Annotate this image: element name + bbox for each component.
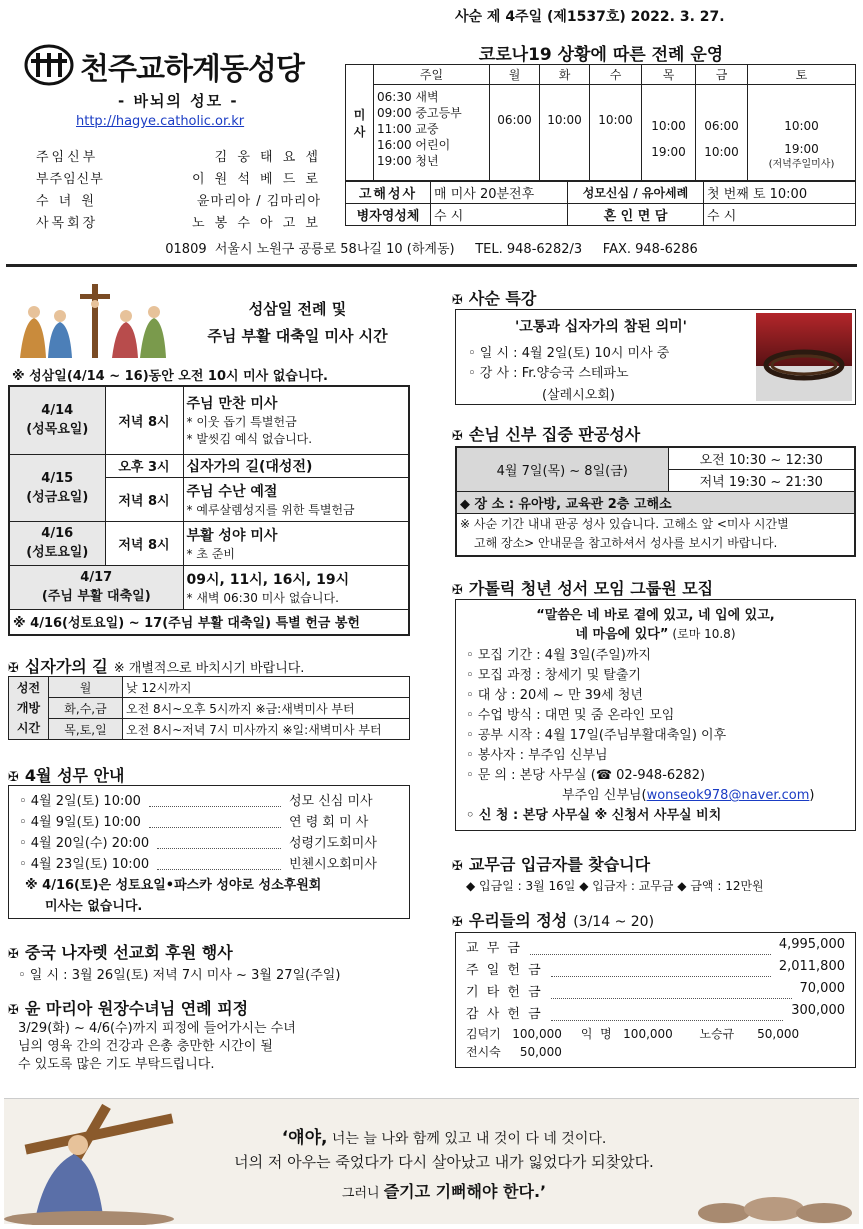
section-marker-icon: ✠ <box>8 1003 19 1018</box>
footer-line-2: 너의 저 아우는 죽었다가 다시 살아났고 내가 잃었다가 되찾았다. <box>234 1153 654 1171</box>
day-header: 금 <box>696 65 748 85</box>
header-divider <box>6 264 857 267</box>
sister-body: 3/29(화) ~ 4/6(수)까지 피정에 들어가시는 수녀 님의 영육 간의 건강과 은총 충만한 시간이 될 수 있도록 많은 기도 부탁드립니다. <box>18 1021 296 1072</box>
easter-illustration <box>12 282 172 358</box>
stations-time: 낮 12시까지 <box>123 677 410 698</box>
lecture-speaker: ◦ 강 사 : Fr.양승국 스테파노 <box>468 366 629 381</box>
confession-note: ※ 사순 기간 내내 판공 성사 있습니다. 고해소 앞 <미사 시간별 고해 장소> 안내문을 참고하셔서 성사를 보시기 바랍니다. <box>456 514 855 556</box>
baptism-value: 첫 번째 토 10:00 <box>704 182 856 204</box>
patron-name: - 바뇌의 성모 - <box>118 92 239 110</box>
monday-time: 06:00 <box>490 85 540 181</box>
issue-line: 사순 제 4주일 (제1537호) 2022. 3. 27. <box>455 9 725 25</box>
staff-name: 이 원 석 베 드 로 <box>191 172 321 187</box>
offering-donors-2: 전시숙 50,000 <box>466 1045 562 1059</box>
triduum-event: 주님 만찬 미사 * 이웃 돕기 특별헌금 * 발씻김 예식 없습니다. <box>183 386 409 454</box>
april-item: ◦ 4월 20일(수) 20:00 성령기도회미사 <box>19 832 399 853</box>
fee-body: ◆ 입금일 : 3월 16일 ◆ 입금자 : 교무금 ◆ 금액 : 12만원 <box>466 879 764 893</box>
footer-line-3: 그러니 즐기고 기뻐해야 한다.’ <box>341 1182 547 1201</box>
triduum-event: 주님 수난 예절 * 예루살렘성지를 위한 특별헌금 <box>183 477 409 521</box>
staff-name: 윤마리아 / 김마리아 <box>196 194 321 209</box>
section-marker-icon: ✠ <box>452 915 463 930</box>
april-note-2: 미사는 없습니다. <box>45 899 143 914</box>
youth-quote: “말씀은 네 바로 곁에 있고, 네 입에 있고, <box>536 608 775 623</box>
lecture-subtitle: '고통과 십자가의 참된 의미' <box>515 319 687 335</box>
triduum-date: 4/15 (성금요일) <box>9 454 105 521</box>
wednesday-time: 10:00 <box>590 85 642 181</box>
triduum-date: 4/16 (성토요일) <box>9 521 105 565</box>
youth-section-title: ✠ 가톨릭 청년 성서 모임 그룹원 모집 <box>452 579 714 598</box>
triduum-note: ※ 성삼일(4/14 ~ 16)동안 오전 10시 미사 없습니다. <box>12 369 328 384</box>
triduum-title-2: 주님 부활 대축일 미사 시간 <box>207 327 388 345</box>
parish-url[interactable]: http://hagye.catholic.or.kr <box>76 114 245 129</box>
day-header: 수 <box>590 65 642 85</box>
youth-box <box>455 599 856 831</box>
stations-day: 월 <box>49 677 123 698</box>
triduum-event: 09시, 11시, 16시, 19시 * 새벽 06:30 미사 없습니다. <box>183 565 409 609</box>
triduum-time: 저녁 8시 <box>105 521 183 565</box>
address-line: 01809 서울시 노원구 공릉로 58나길 10 (하계동) TEL. 948-6282/3 FAX. 948-6286 <box>165 242 698 257</box>
china-section-title: ✠ 중국 나자렛 선교회 후원 행사 <box>8 943 233 962</box>
confession-pm: 저녁 19:30 ~ 21:30 <box>668 470 855 492</box>
april-item: ◦ 4월 23일(토) 10:00 빈첸시오회미사 <box>19 853 399 874</box>
youth-details: ◦ 모집 기간 : 4월 3일(주일)까지 ◦ 모집 과정 : 창세기 및 탈출기 ◦ 대 상 : 20세 ~ 만 39세 청년 ◦ 수업 방식 : 대면 및 줌 온라인 모임 ◦ 공부 시작 : 4월 17일(주님부활대축일) 이후 ◦ 봉사자 : 부주임 신부님 ◦ 문 의 : 본당 사무실 (☎ 02-948-6282) 부주임 신부님(wonseok978@naver.com) ◦ 신 청 : 본당 사무실 ※ 신청서 사무실 비치 <box>466 648 815 823</box>
sister-section-title: ✠ 윤 마리아 원장수녀님 연례 피정 <box>8 999 249 1018</box>
triduum-time: 오후 3시 <box>105 454 183 477</box>
offering-row: 교 무 금 4,995,000 <box>466 937 845 956</box>
stones-icon <box>694 1185 854 1225</box>
lecture-section-title: ✠ 사순 특강 <box>452 289 537 308</box>
april-item: ◦ 4월 9일(토) 10:00 연 령 회 미 사 <box>19 811 399 832</box>
offering-row: 주 일 헌 금 2,011,800 <box>466 959 845 978</box>
saturday-time: 10:00 19:00 (저녁주일미사) <box>748 85 856 181</box>
stations-section-title: ✠ 십자가의 길 ※ 개별적으로 바치시기 바랍니다. <box>8 657 305 676</box>
confession-value: 매 미사 20분전후 <box>431 182 568 204</box>
offering-donors: 김덕기 100,000 익 명 100,000 노승규 50,000 <box>466 1027 800 1041</box>
triduum-date: 4/14 (성목요일) <box>9 386 105 454</box>
triduum-event: 십자가의 길(대성전) <box>183 454 409 477</box>
day-header: 토 <box>748 65 856 85</box>
fee-section-title: ✠ 교무금 입금자를 찾습니다 <box>452 855 651 874</box>
confession-am: 오전 10:30 ~ 12:30 <box>668 447 855 470</box>
offerings-section-title: ✠ 우리들의 정성 (3/14 ~ 20) <box>452 911 655 930</box>
crown-of-thorns-image <box>756 313 852 401</box>
liturgy-title: 코로나19 상황에 따른 전례 운영 <box>478 45 724 65</box>
day-header: 주일 <box>374 65 490 85</box>
sacrament-table <box>345 181 856 226</box>
triduum-date: 4/17 (주님 부활 대축일) <box>9 565 183 609</box>
day-header: 목 <box>642 65 696 85</box>
section-marker-icon: ✠ <box>452 583 463 598</box>
youth-quote-2: 네 마음에 있다” (로마 10.8) <box>575 627 736 642</box>
confession-label: 고해성사 <box>346 182 431 204</box>
section-marker-icon: ✠ <box>8 661 19 676</box>
sick-label: 병자영성체 <box>346 204 431 226</box>
stations-day: 목,토,일 <box>49 719 123 740</box>
thursday-time: 10:00 19:00 <box>642 85 696 181</box>
triduum-title-1: 성삼일 전례 및 <box>248 300 347 318</box>
staff-role: 수 녀 원 <box>36 194 97 209</box>
stations-day: 화,수,금 <box>49 698 123 719</box>
triduum-table <box>8 385 410 636</box>
day-header: 화 <box>540 65 590 85</box>
april-schedule-box <box>8 785 410 919</box>
parish-logo-icon <box>24 44 74 86</box>
stations-table <box>8 676 410 740</box>
friday-time: 06:00 10:00 <box>696 85 748 181</box>
april-note: ※ 4/16(토)은 성토요일•파스카 성야로 성소후원회 <box>25 878 322 893</box>
staff-name: 김 웅 태 요 셉 <box>214 150 321 165</box>
sunday-times: 06:30 새벽 09:00 중고등부 11:00 교중 16:00 어린이 19:00 청년 <box>374 85 490 181</box>
staff-role: 주임신부 <box>36 150 99 165</box>
stations-time: 오전 8시~저녁 7시 미사까지 ※일:새벽미사 부터 <box>123 719 410 740</box>
triduum-time: 저녁 8시 <box>105 386 183 454</box>
footer-banner <box>4 1098 859 1224</box>
confession-table <box>455 446 856 557</box>
section-marker-icon: ✠ <box>452 429 463 444</box>
staff-role: 부주임신부 <box>36 172 104 187</box>
liturgy-table <box>345 64 856 181</box>
confession-place: ◆ 장 소 : 유아방, 교육관 2층 고해소 <box>456 492 855 514</box>
april-item: ◦ 4월 2일(토) 10:00 성모 신심 미사 <box>19 790 399 811</box>
mass-label: 미사 <box>346 65 374 181</box>
marriage-label: 혼 인 면 담 <box>568 204 704 226</box>
crucifixion-icon <box>12 282 172 358</box>
sick-value: 수 시 <box>431 204 568 226</box>
crown-of-thorns-icon <box>756 313 852 401</box>
lecture-org: (살레시오회) <box>542 388 615 403</box>
confession-section-title: ✠ 손님 신부 집중 판공성사 <box>452 425 641 444</box>
staff-name: 노 봉 수 아 고 보 <box>191 216 321 231</box>
tuesday-time: 10:00 <box>540 85 590 181</box>
staff-role: 사목회장 <box>36 216 99 231</box>
parish-logo <box>24 44 74 86</box>
section-marker-icon: ✠ <box>452 293 463 308</box>
stations-time: 오전 8시~오후 5시까지 ※금:새벽미사 부터 <box>123 698 410 719</box>
stations-side-label: 성전 개방 시간 <box>9 677 49 740</box>
triduum-time: 저녁 8시 <box>105 477 183 521</box>
footer-line-1: ‘얘야, 너는 늘 나와 함께 있고 내 것이 다 네 것이다. <box>281 1128 607 1148</box>
youth-email-link[interactable]: wonseok978@naver.com <box>646 788 810 803</box>
triduum-event: 부활 성야 미사 * 초 준비 <box>183 521 409 565</box>
marriage-value: 수 시 <box>704 204 856 226</box>
offering-row: 감 사 헌 금 300,000 <box>466 1003 845 1022</box>
section-marker-icon: ✠ <box>8 947 19 962</box>
cross-bearer-icon <box>4 1099 174 1225</box>
china-body: ◦ 일 시 : 3월 26일(토) 저녁 7시 미사 ~ 3월 27일(주일) <box>18 968 341 983</box>
triduum-footer: ※ 4/16(성토요일) ~ 17(주님 부활 대축일) 특별 헌금 봉헌 <box>9 609 409 635</box>
lecture-box <box>455 309 856 405</box>
baptism-label: 성모신심 / 유아세례 <box>568 182 704 204</box>
offerings-box <box>455 932 856 1068</box>
april-section-title: ✠ 4월 성무 안내 <box>8 766 125 785</box>
offering-row: 기 타 헌 금 70,000 <box>466 981 845 1000</box>
day-header: 월 <box>490 65 540 85</box>
parish-name: 천주교하계동성당 <box>80 52 304 87</box>
section-marker-icon: ✠ <box>452 859 463 874</box>
confession-date: 4월 7일(목) ~ 8일(금) <box>456 447 668 492</box>
staff-list <box>36 146 321 234</box>
section-marker-icon: ✠ <box>8 770 19 785</box>
lecture-date: ◦ 일 시 : 4월 2일(토) 10시 미사 중 <box>468 346 670 361</box>
